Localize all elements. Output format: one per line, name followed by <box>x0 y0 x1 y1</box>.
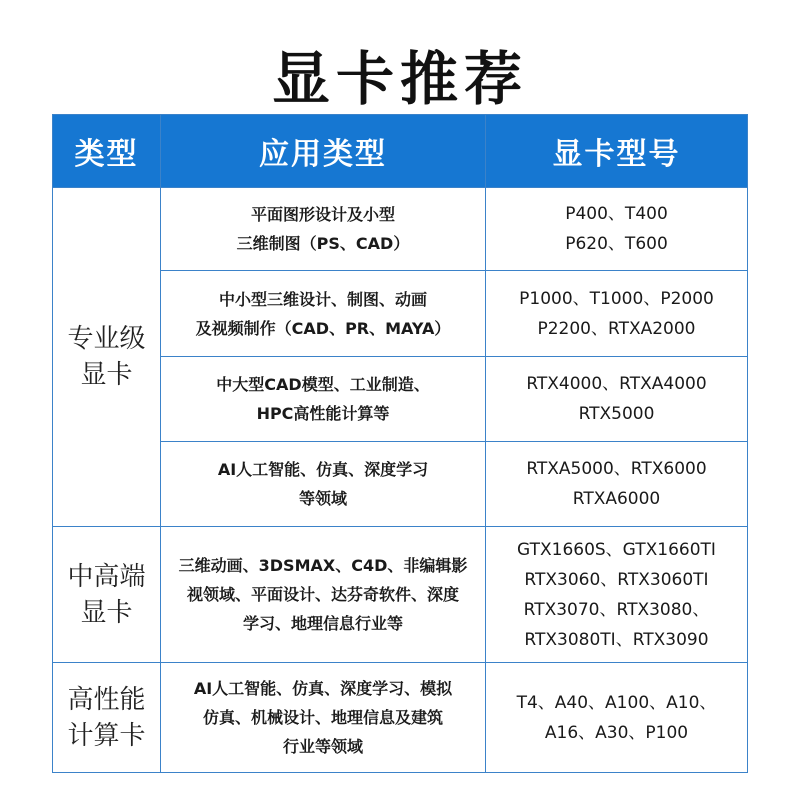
application-line: HPC高性能计算等 <box>256 404 390 423</box>
category-line: 中高端 <box>67 561 146 592</box>
application-line: 仿真、机械设计、地理信息及建筑 <box>202 708 443 727</box>
model-line: P400、T400 <box>565 204 668 224</box>
table-row <box>53 663 748 773</box>
model-line: RTX4000、RTXA4000 <box>526 374 707 394</box>
category-line: 计算卡 <box>67 720 146 751</box>
application-line: AI人工智能、仿真、深度学习、模拟 <box>193 679 453 698</box>
column-header-type: 类型 <box>53 115 161 188</box>
category-cell <box>53 527 161 663</box>
application-line: 平面图形设计及小型 <box>250 205 395 224</box>
category-cell <box>53 188 161 527</box>
application-cell <box>161 357 486 442</box>
model-line: RTX3060、RTX3060TI <box>524 569 709 590</box>
application-cell <box>161 663 486 773</box>
model-line: RTXA5000、RTX6000 <box>526 459 707 479</box>
application-line: 视领域、平面设计、达芬奇软件、深度 <box>186 585 459 604</box>
application-line: 中小型三维设计、制图、动画 <box>218 289 427 309</box>
category-line: 显卡 <box>80 360 133 390</box>
application-line: 中大型CAD模型、工业制造、 <box>216 375 430 394</box>
model-line: RTXA6000 <box>572 489 661 509</box>
category-cell <box>53 663 161 773</box>
model-cell <box>486 663 748 773</box>
table-row <box>53 188 748 271</box>
application-line: 学习、地理信息行业等 <box>242 614 403 633</box>
column-header-model: 显卡型号 <box>486 115 748 188</box>
model-cell <box>486 188 748 271</box>
model-line: RTX3080TI、RTX3090 <box>524 629 709 650</box>
model-line: RTX5000 <box>578 404 655 424</box>
application-line: 等领域 <box>298 489 347 508</box>
application-line: 行业等领域 <box>282 737 363 756</box>
model-line: GTX1660S、GTX1660TI <box>517 539 716 560</box>
application-line: 三维制图（PS、CAD） <box>236 234 410 253</box>
category-line: 专业级 <box>67 324 146 354</box>
category-line: 高性能 <box>67 684 146 715</box>
category-line: 显卡 <box>80 597 133 628</box>
model-line: RTX3070、RTX3080、 <box>523 599 710 620</box>
column-header-application: 应用类型 <box>161 115 486 188</box>
application-line: AI人工智能、仿真、深度学习 <box>217 460 429 479</box>
application-cell <box>161 527 486 663</box>
model-cell <box>486 271 748 357</box>
table-row <box>53 527 748 663</box>
model-line: T4、A40、A100、A10、 <box>516 692 717 713</box>
model-cell <box>486 442 748 527</box>
application-cell <box>161 271 486 357</box>
model-cell <box>486 527 748 663</box>
model-line: P1000、T1000、P2000 <box>519 288 714 309</box>
application-line: 三维动画、3DSMAX、C4D、非编辑影 <box>178 556 468 575</box>
application-cell <box>161 442 486 527</box>
table-header-row <box>53 115 748 188</box>
model-cell <box>486 357 748 442</box>
model-line: A16、A30、P100 <box>544 722 689 743</box>
application-line: 及视频制作（CAD、PR、MAYA） <box>195 318 451 338</box>
page-title: 显卡推荐 <box>271 45 528 113</box>
application-cell <box>161 188 486 271</box>
model-line: P620、T600 <box>565 234 668 254</box>
gpu-recommendation-table <box>52 114 748 773</box>
model-line: P2200、RTXA2000 <box>537 318 696 339</box>
